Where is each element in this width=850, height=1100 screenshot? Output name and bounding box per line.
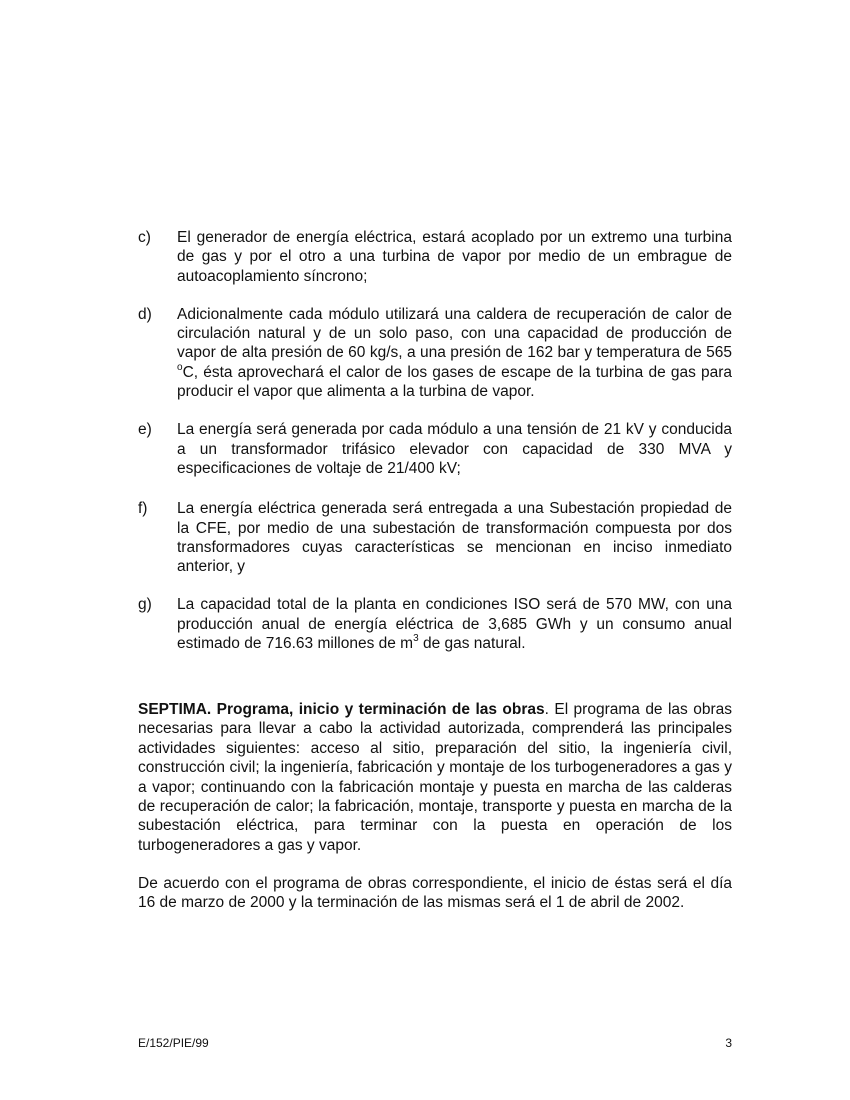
- list-marker: g): [138, 596, 152, 614]
- list-item-text-continued: C, ésta aprovechará el calor de los gases de escape de la turbina de gas para producir el vapor que alimenta a la turbina de vapor.: [177, 363, 732, 401]
- list-item-c: [138, 228, 732, 286]
- list-item-f: [138, 499, 732, 576]
- list-marker: d): [138, 305, 152, 323]
- degree-superscript: o: [177, 361, 183, 373]
- list-item-text: Adicionalmente cada módulo utilizará una caldera de recuperación de calor de circulación natural y de un solo paso, con una capacidad de producción de vapor de alta presión de 60 kg/s, a una presión de 162 bar y temperatura de 565: [177, 305, 732, 362]
- schedule-paragraph: De acuerdo con el programa de obras correspondiente, el inicio de éstas será el día 16 de marzo de 2000 y la terminación de las mismas será el 1 de abril de 2002.: [138, 875, 732, 912]
- list-item-text: La energía eléctrica generada será entregada a una Subestación propiedad de la CFE, por medio de una subestación de transformación compuesta por dos transformadores cuyas características se mencionan en inciso inmediato anterior, y: [177, 500, 732, 576]
- section-septima: [138, 700, 732, 855]
- list-item-text-continued: de gas natural.: [418, 635, 526, 653]
- list-marker: c): [138, 229, 151, 246]
- section-heading: SEPTIMA. Programa, inicio y terminación de las obras: [138, 701, 545, 718]
- list-item-e: [138, 420, 732, 478]
- list-item-text: El generador de energía eléctrica, estará acoplado por un extremo una turbina de gas y por el otro a una turbina de vapor por medio de un embrague de autoacoplamiento síncrono;: [177, 229, 732, 285]
- cubic-superscript: 3: [413, 632, 419, 644]
- page-number: 3: [725, 1036, 732, 1050]
- list-item-d: [138, 305, 732, 401]
- list-marker: e): [138, 421, 152, 439]
- conditions-list: [138, 228, 732, 653]
- list-item-text: La capacidad total de la planta en condiciones ISO será de 570 MW, con una producción anual de energía eléctrica de 3,685 GWh y un consumo anual estimado de 716.63 millones de m: [177, 596, 732, 653]
- list-marker: f): [138, 500, 148, 518]
- list-item-g: [138, 595, 732, 653]
- list-item-text: La energía será generada por cada módulo a una tensión de 21 kV y conducida a un transformador trifásico elevador con capacidad de 330 MVA y especificaciones de voltaje de 21/400 kV;: [177, 421, 732, 477]
- footer-reference: E/152/PIE/99: [138, 1036, 209, 1050]
- section-body: . El programa de las obras necesarias para llevar a cabo la actividad autorizada, comprenderá las principales actividades siguientes: acceso al sitio, preparación del sitio, la ingeniería civil, construcción civil; la ingeniería, fabricación y montaje de los turbogeneradores a gas y a vapor; continuando con la fabricación montaje y puesta en marcha de las calderas de recuperación de calor; la fabricación, montaje, transporte y puesta en marcha de la subestación eléctrica, para terminar con la puesta en operación de los turbogeneradores a gas y vapor.: [138, 701, 732, 854]
